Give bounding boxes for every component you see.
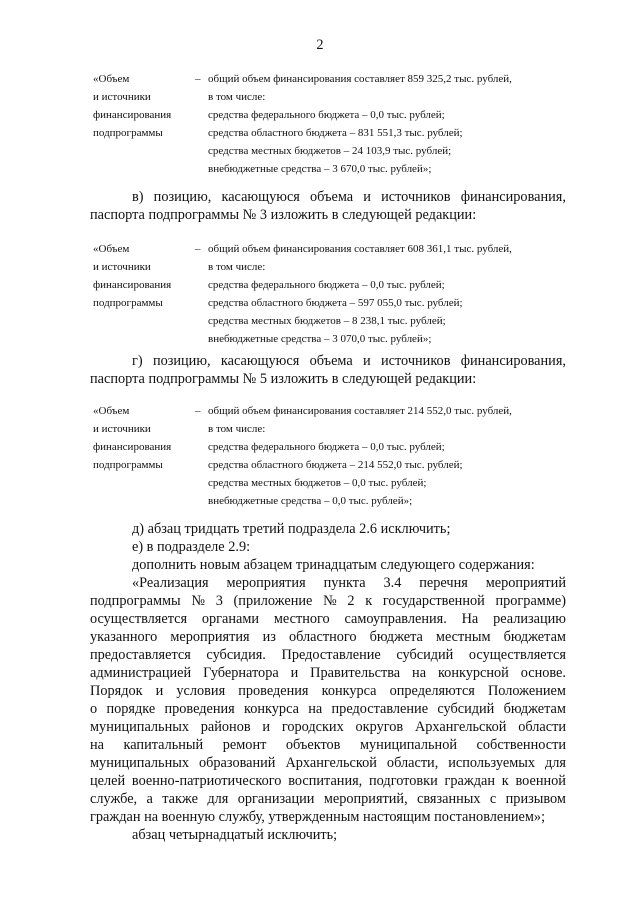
word: указанного: [90, 629, 158, 645]
word: программе): [495, 593, 566, 609]
word: 3: [215, 593, 223, 609]
label-line: финансирования: [93, 441, 172, 453]
word: администрацией: [90, 665, 192, 681]
word: конкурса: [244, 701, 299, 717]
word: призывом: [505, 791, 566, 807]
word: и: [155, 683, 164, 699]
word: субсидий: [437, 701, 495, 717]
quote-line: [90, 646, 566, 664]
paragraph-e: е) в подразделе 2.9:: [132, 539, 251, 555]
financing-line: в том числе:: [208, 423, 266, 435]
paragraph-last: абзац четырнадцатый исключить;: [132, 827, 338, 843]
financing-line: общий объем финансирования составляет 608 361,1 тыс. рублей,: [208, 243, 512, 255]
financing-line: средства местных бюджетов – 24 103,9 тыс. рублей;: [208, 145, 452, 157]
word: Порядок: [90, 683, 143, 699]
word: муниципальных: [90, 719, 189, 735]
word: касающуюся: [221, 189, 300, 205]
word: бюджетам: [503, 701, 566, 717]
word: №: [323, 593, 337, 609]
word: порядке: [106, 701, 156, 717]
word: субсидий: [396, 647, 454, 663]
word: на: [412, 665, 427, 681]
word: объема: [310, 189, 354, 205]
word: связанных: [417, 791, 481, 807]
word: и: [363, 353, 371, 369]
word: позицию,: [152, 353, 211, 369]
word: проведения: [238, 683, 309, 699]
word: местного: [273, 611, 330, 627]
word: а: [146, 791, 153, 807]
financing-line: внебюджетные средства – 3 670,0 тыс. рублей»;: [208, 163, 432, 175]
block-label: [93, 240, 171, 312]
paragraph-add: дополнить новым абзацем тринадцатым следующего содержания:: [132, 557, 535, 573]
word: области: [518, 719, 566, 735]
page-number: 2: [316, 37, 324, 53]
paragraph-v-line2: паспорта подпрограммы № 3 изложить в следующей редакции:: [90, 207, 477, 223]
word: г): [132, 353, 143, 369]
label-line: финансирования: [93, 279, 172, 291]
word: подготовки: [369, 773, 438, 789]
word: реализацию: [493, 611, 566, 627]
word: и: [363, 189, 371, 205]
word: муниципальных: [90, 755, 189, 771]
word: бюджетам: [503, 629, 566, 645]
word: военной: [515, 773, 566, 789]
quote-last-line: граждан на военную службу, утвержденным настоящим постановлением»;: [90, 809, 546, 825]
label-line: и источники: [93, 261, 151, 273]
word: Положением: [487, 683, 566, 699]
quote-line: [90, 754, 566, 772]
word: целей: [90, 773, 126, 789]
label-line: и источники: [93, 91, 151, 103]
word: органами: [201, 611, 260, 627]
word: Архангельской: [285, 755, 377, 771]
word: для: [544, 755, 566, 771]
word: из: [262, 629, 276, 645]
word: перечня: [419, 575, 468, 591]
quote-line: [90, 790, 566, 808]
word: объектов: [285, 737, 341, 753]
word: финансирования,: [460, 189, 566, 205]
word: 2: [347, 593, 355, 609]
word: службе,: [90, 791, 138, 807]
word: к: [365, 593, 373, 609]
word: области,: [386, 755, 439, 771]
word: позицию,: [153, 189, 212, 205]
dash: –: [195, 73, 201, 85]
word: используемых: [448, 755, 535, 771]
label-line: «Объем: [93, 243, 130, 255]
financing-lines: [208, 70, 512, 178]
word: и: [290, 665, 299, 681]
paragraph-g-line1: [132, 352, 566, 370]
label-line: финансирования: [93, 109, 172, 121]
financing-line: средства федерального бюджета – 0,0 тыс. рублей;: [208, 441, 445, 453]
label-line: «Объем: [93, 405, 130, 417]
word: источников: [381, 189, 451, 205]
word: Архангельской: [414, 719, 507, 735]
word: также: [162, 791, 198, 807]
label-line: «Объем: [93, 73, 130, 85]
dash: –: [195, 405, 201, 417]
word: мероприятий: [485, 575, 566, 591]
financing-line: средства федерального бюджета – 0,0 тыс. рублей;: [208, 109, 445, 121]
word: ремонт: [222, 737, 267, 753]
paragraph-g-line2: паспорта подпрограммы № 5 изложить в следующей редакции:: [90, 371, 477, 387]
word: финансирования,: [460, 353, 566, 369]
word: государственной: [382, 593, 485, 609]
block-label: [93, 70, 171, 142]
word: основе.: [520, 665, 566, 681]
financing-line: общий объем финансирования составляет 859 325,2 тыс. рублей,: [208, 73, 512, 85]
quote-line: [132, 574, 566, 592]
word: конкурса: [321, 683, 377, 699]
financing-line: внебюджетные средства – 3 070,0 тыс. рублей»;: [208, 333, 432, 345]
word: городских: [281, 719, 344, 735]
word: собственности: [476, 737, 566, 753]
word: Губернатора: [203, 665, 279, 681]
word: источников: [381, 353, 451, 369]
word: Правительства: [310, 665, 401, 681]
paragraph-v-line1: [132, 188, 566, 206]
financing-line: общий объем финансирования составляет 214 552,0 тыс. рублей,: [208, 405, 512, 417]
word: проведения: [164, 701, 235, 717]
word: с: [489, 791, 497, 807]
quote-line: [90, 718, 566, 736]
financing-line: в том числе:: [208, 91, 266, 103]
label-line: подпрограммы: [93, 459, 163, 471]
financing-line: средства местных бюджетов – 0,0 тыс. рублей;: [208, 477, 427, 489]
word: областного: [288, 629, 357, 645]
word: мероприятий,: [323, 791, 408, 807]
label-line: и источники: [93, 423, 151, 435]
word: о: [90, 701, 98, 717]
word: касающуюся: [220, 353, 300, 369]
financing-lines: [208, 240, 512, 348]
word: конкурсной: [437, 665, 509, 681]
dash: –: [195, 243, 201, 255]
quote-line: [90, 700, 566, 718]
word: местным: [435, 629, 491, 645]
financing-line: в том числе:: [208, 261, 266, 273]
label-line: подпрограммы: [93, 297, 163, 309]
word: пункта: [323, 575, 366, 591]
word: подпрограммы: [90, 593, 181, 609]
quote-line: [90, 736, 566, 754]
quote-line: [90, 592, 566, 610]
financing-line: средства областного бюджета – 597 055,0 тыс. рублей;: [208, 297, 463, 309]
word: воспитания,: [288, 773, 363, 789]
word: №: [191, 593, 206, 609]
block-label: [93, 402, 171, 474]
quote-line: [90, 772, 566, 790]
word: субсидия.: [206, 647, 266, 663]
word: (приложение: [233, 593, 313, 609]
word: определяются: [389, 683, 475, 699]
word: на: [308, 701, 323, 717]
word: бюджета: [369, 629, 423, 645]
word: к: [501, 773, 509, 789]
word: для: [207, 791, 229, 807]
word: организации: [237, 791, 315, 807]
word: капитальный: [123, 737, 204, 753]
word: предоставляется: [90, 647, 191, 663]
word: и: [262, 719, 271, 735]
financing-lines: [208, 402, 512, 510]
word: округов: [355, 719, 404, 735]
word: муниципальной: [359, 737, 457, 753]
financing-line: средства областного бюджета – 831 551,3 тыс. рублей;: [208, 127, 463, 139]
quote-line: [90, 664, 566, 682]
word: мероприятия: [170, 629, 250, 645]
word: мероприятия: [226, 575, 306, 591]
word: 3.4: [383, 575, 402, 591]
word: осуществляется: [90, 611, 188, 627]
quote-line: [90, 628, 566, 646]
financing-line: средства федерального бюджета – 0,0 тыс. рублей;: [208, 279, 445, 291]
word: осуществляется: [468, 647, 566, 663]
word: в): [132, 189, 144, 205]
financing-line: средства местных бюджетов – 8 238,1 тыс. рублей;: [208, 315, 446, 327]
word: «Реализация: [132, 575, 209, 591]
word: Предоставление: [281, 647, 381, 663]
word: условия: [176, 683, 226, 699]
financing-line: средства областного бюджета – 214 552,0 тыс. рублей;: [208, 459, 463, 471]
word: объема: [309, 353, 353, 369]
word: граждан: [444, 773, 496, 789]
word: районов: [200, 719, 251, 735]
paragraph-d: д) абзац тридцать третий подраздела 2.6 исключить;: [132, 521, 451, 537]
quote-line: [90, 610, 566, 628]
word: предоставление: [331, 701, 429, 717]
word: на: [90, 737, 104, 753]
word: военно-патриотического: [131, 773, 282, 789]
word: образований: [198, 755, 276, 771]
financing-line: внебюджетные средства – 0,0 тыс. рублей»;: [208, 495, 413, 507]
word: На: [461, 611, 479, 627]
label-line: подпрограммы: [93, 127, 163, 139]
quote-line: [90, 682, 566, 700]
word: самоуправления.: [344, 611, 447, 627]
